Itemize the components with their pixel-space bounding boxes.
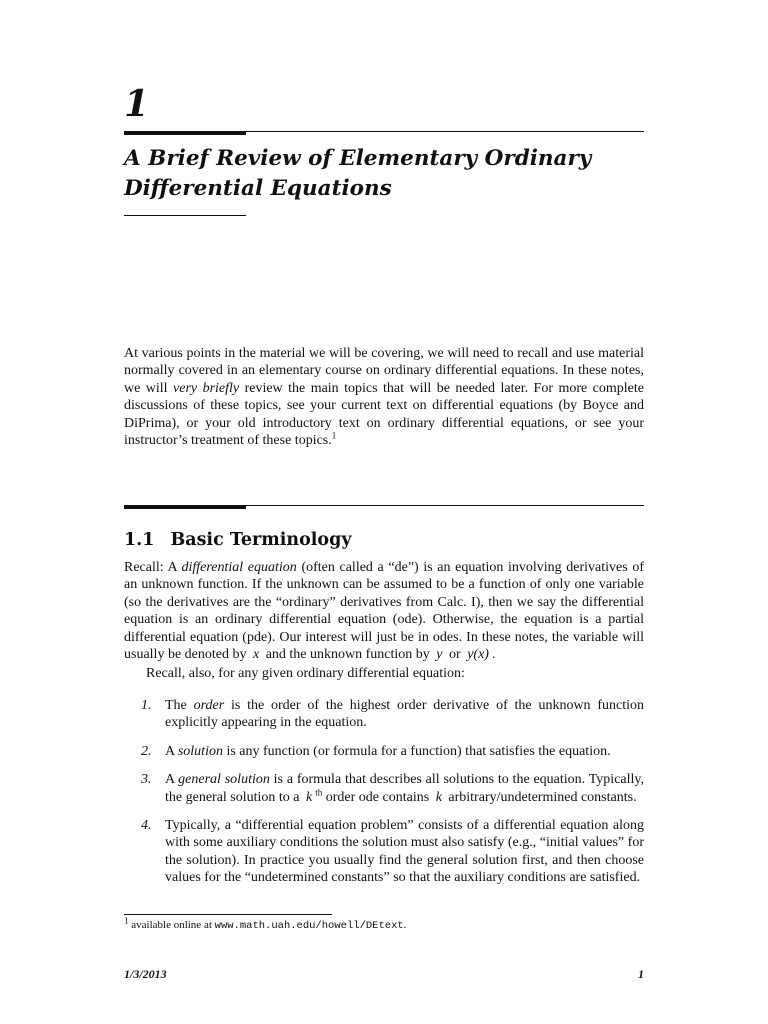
footnote-text: available online at: [131, 919, 215, 931]
list-number: 4.: [141, 818, 152, 834]
chapter-title-line1: A Brief Review of Elementary Ordinary: [124, 146, 592, 171]
list-item: [124, 743, 644, 760]
term-emphasis: order: [193, 698, 225, 713]
footnote-url[interactable]: www.math.uah.edu/howell/DEtext: [214, 920, 404, 932]
term-emphasis: general solution: [178, 772, 270, 788]
title-underline: [124, 215, 246, 216]
chapter-number: 1: [124, 83, 150, 125]
list-item: [124, 771, 644, 806]
chapter-title-line2: Differential Equations: [124, 176, 392, 201]
text: order ode contains: [325, 789, 430, 805]
section-title: Basic Terminology: [170, 530, 352, 550]
section-heading: [124, 529, 352, 551]
text: The: [165, 698, 194, 713]
text: is the order of the highest order derivative of the unknown function explicitly appearing in the equation.: [165, 698, 645, 731]
footnote-ref[interactable]: 1: [331, 430, 337, 441]
list-item: [124, 817, 644, 887]
text: Typically, a “differential equation problem” consists of a differential equation along with some auxiliary conditions the solution must also satisfy (e.g., “initial values” for the solution). In practice you usually find the general solution first, and then choose values for the “undetermined constants” so that the auxiliary conditions are satisfied.: [165, 818, 644, 886]
text: A: [165, 743, 178, 759]
text: .: [491, 647, 496, 663]
chapter-rule-thick: [124, 131, 246, 135]
text: or: [449, 647, 461, 663]
footnote: [124, 915, 407, 933]
superscript-th: th: [315, 786, 323, 797]
text: A: [165, 772, 179, 788]
text: is a formula that describes all solutions to the equation. Typically, the general solution to a: [165, 772, 644, 805]
section-rule-thick: [124, 505, 246, 509]
footnote-rule: [124, 914, 332, 915]
section-number: 1.1: [124, 530, 155, 550]
text: .: [403, 919, 407, 931]
definition-list: [124, 697, 644, 898]
math-y: y: [436, 647, 443, 663]
text: and the unknown function by: [265, 647, 430, 663]
list-number: 3.: [141, 772, 152, 788]
section-paragraph-2: Recall, also, for any given ordinary differential equation:: [146, 666, 465, 681]
math-k: k: [306, 789, 313, 805]
section-paragraph-1: [124, 559, 644, 663]
text: Recall: A: [124, 560, 182, 575]
text: is any function (or formula for a function) that satisfies the equation.: [222, 743, 611, 759]
term-emphasis: solution: [177, 743, 223, 759]
chapter-title: [124, 144, 654, 204]
term-emphasis: differential equation: [181, 560, 297, 575]
text: arbitrary/undetermined constants.: [448, 789, 637, 805]
intro-text-1: At various points in the material we will be covering, we will need to recall and use material normally covered in an elementary course on ordinary differential equations. In these notes, we will: [124, 346, 644, 396]
footnote-mark: 1: [124, 915, 129, 926]
text: (often called a “de”) is an equation involving derivatives of an unknown function. If the unknown can be assumed to be a function of only one variable (so the derivatives are the “ordinary” derivatives from Calc. I), then we say the differential equation is an ordinary differential equation (ode). Otherwise, the equation is a partial differential equation (pde). Our interest will just be in odes. In these notes, the variable will usually be denoted by: [124, 560, 644, 663]
list-number: 1.: [141, 698, 152, 713]
intro-emphasis: very briefly: [173, 380, 240, 396]
list-number: 2.: [141, 743, 152, 759]
intro-text-2: review the main topics that will be needed later. For more complete discussions of these topics, see your current text on differential equations (by Boyce and DiPrima), or your old introductory text on ordinary differential equations, or see your instructor’s treatment of these topics.: [124, 380, 644, 449]
math-yx: y(x): [467, 647, 489, 663]
list-item: [124, 697, 644, 732]
math-k: k: [435, 789, 442, 805]
footer-date: 1/3/2013: [124, 967, 167, 981]
page-number: 1: [638, 967, 644, 981]
intro-paragraph: [124, 345, 644, 449]
math-x: x: [252, 647, 260, 663]
